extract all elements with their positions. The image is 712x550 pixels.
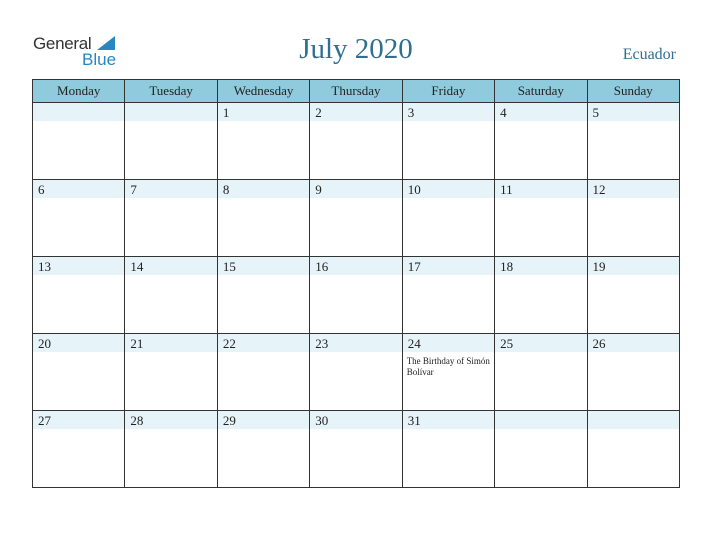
day-cell[interactable] [495,180,587,257]
day-number: 30 [315,413,329,428]
day-cell[interactable] [217,334,309,411]
logo-general-text: General [33,34,92,53]
day-cell[interactable] [495,411,587,488]
weekday-friday: Friday [402,80,494,103]
day-cell[interactable] [402,180,494,257]
day-cell[interactable] [33,411,125,488]
day-number: 7 [130,182,137,197]
day-cell[interactable] [587,103,679,180]
day-number: 6 [38,182,45,197]
day-number-band [588,103,679,121]
weekday-saturday: Saturday [495,80,587,103]
day-cell[interactable] [33,180,125,257]
day-number-band [495,103,586,121]
day-number: 10 [407,182,421,197]
day-cell[interactable] [125,334,217,411]
day-number-band [218,180,309,198]
day-cell[interactable] [402,334,494,411]
day-cell[interactable] [587,411,679,488]
day-cell[interactable] [33,334,125,411]
week-row [33,411,680,488]
day-number: 2 [315,105,322,120]
day-cell[interactable] [310,103,402,180]
day-number-band [218,103,309,121]
day-number: 14 [130,259,144,274]
day-cell[interactable] [217,257,309,334]
day-cell[interactable] [310,334,402,411]
day-cell[interactable] [125,103,217,180]
weekday-wednesday: Wednesday [217,80,309,103]
day-cell[interactable] [217,180,309,257]
day-number: 20 [38,336,51,351]
weekday-header-row [33,80,680,103]
day-number-band [310,180,401,198]
day-number: 21 [130,336,144,351]
weekday-thursday: Thursday [310,80,402,103]
day-cell[interactable] [495,257,587,334]
day-number: 22 [222,336,236,351]
day-number: 5 [592,105,600,120]
weekday-tuesday: Tuesday [125,80,217,103]
day-number: 8 [222,182,230,197]
day-cell[interactable] [495,103,587,180]
day-number: 15 [222,259,236,274]
day-cell[interactable] [217,411,309,488]
day-number: 17 [407,259,421,274]
day-number-band [403,103,494,121]
day-number-band [125,180,216,198]
day-number: 26 [592,336,606,351]
day-number: 23 [315,336,329,351]
day-number: 31 [407,413,421,428]
day-cell[interactable] [125,257,217,334]
week-row [33,257,680,334]
weekday-sunday: Sunday [587,80,679,103]
day-cell[interactable] [402,411,494,488]
day-number: 12 [592,182,606,197]
day-cell[interactable] [402,257,494,334]
day-cell[interactable] [310,257,402,334]
day-number-band [33,180,124,198]
week-row [33,334,680,411]
day-cell[interactable] [125,411,217,488]
holiday-event: The Birthday of Simón Bolívar [406,356,490,377]
day-cell[interactable] [587,257,679,334]
logo-blue-text: Blue [82,50,117,69]
calendar-grid [32,79,680,488]
day-cell[interactable] [310,411,402,488]
day-number-band [33,103,124,121]
day-cell[interactable] [587,334,679,411]
day-number: 11 [500,182,513,197]
day-number: 16 [315,259,329,274]
day-number: 4 [500,105,507,120]
calendar-body [33,103,680,488]
day-cell[interactable] [587,180,679,257]
week-row [33,103,680,180]
weekday-monday: Monday [33,80,125,103]
day-number: 24 [407,336,421,351]
day-number: 3 [407,105,415,120]
day-number: 13 [38,259,51,274]
page-title: July 2020 [299,33,413,65]
day-cell[interactable] [33,103,125,180]
day-cell[interactable] [125,180,217,257]
day-cell[interactable] [310,180,402,257]
day-number: 18 [500,259,514,274]
day-number: 19 [592,259,606,274]
day-number: 25 [500,336,514,351]
day-cell[interactable] [402,103,494,180]
day-number: 9 [315,182,322,197]
day-cell[interactable] [217,103,309,180]
day-number-band [495,411,586,429]
day-number: 28 [130,413,144,428]
day-number-band [588,411,679,429]
day-cell[interactable] [495,334,587,411]
day-number: 27 [38,413,51,428]
day-number-band [125,103,216,121]
week-row [33,180,680,257]
country-label: Ecuador [622,46,676,63]
day-number: 1 [222,105,230,120]
day-cell[interactable] [33,257,125,334]
day-number-band [310,103,401,121]
day-number: 29 [222,413,236,428]
